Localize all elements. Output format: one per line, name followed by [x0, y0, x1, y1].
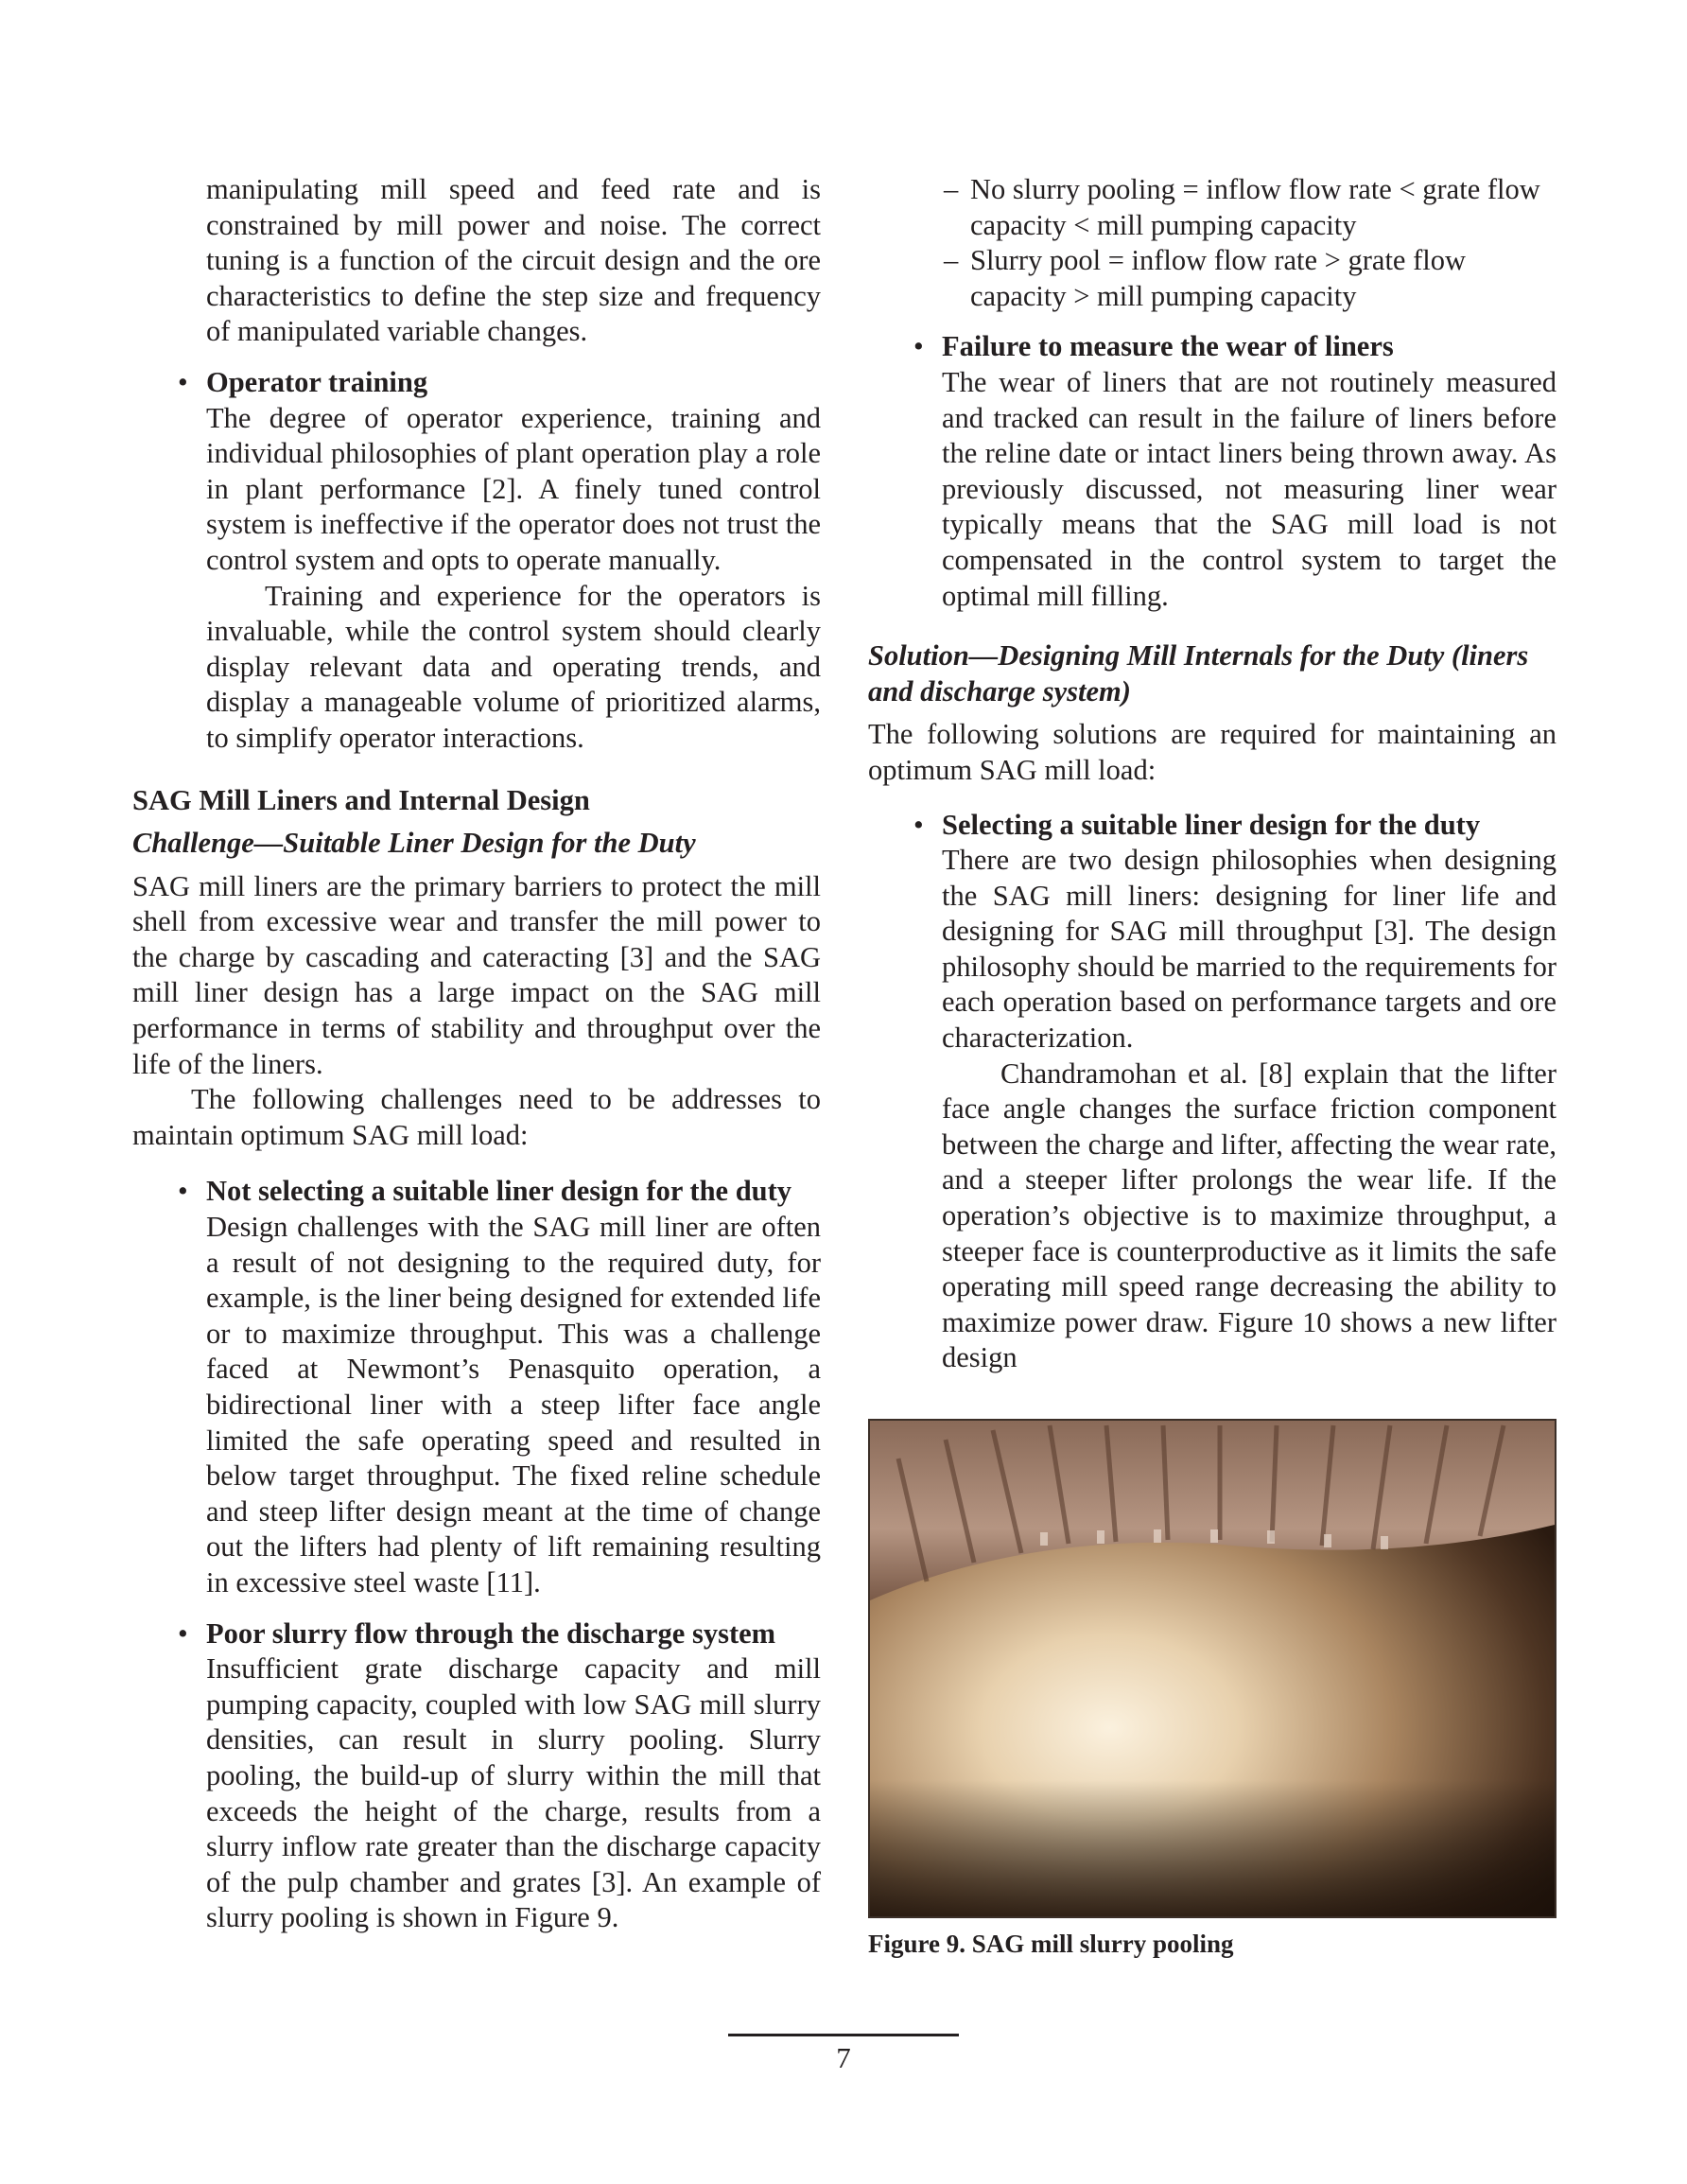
- dash-item-text: Slurry pool = inflow flow rate > grate flow capacity > mill pumping capacity: [970, 244, 1466, 312]
- operator-training-text: The degree of operator experience, training and individual philosophies of plant operation play a role in plant performance [2]. A finely tuned control system is ineffective if the operator does not trust the control system and opts to operate manually.: [206, 401, 821, 576]
- bullet-liner-design: [178, 1174, 821, 1600]
- bullet-title: Operator training: [206, 365, 428, 398]
- bullet-marker: •: [178, 1175, 188, 1208]
- subheading-challenge: Challenge—Suitable Liner Design for the Duty: [132, 827, 696, 860]
- bullet-title: Not selecting a suitable liner design for the duty: [206, 1175, 792, 1208]
- figure-9-photo: [868, 1419, 1557, 1918]
- bullet-select-liner: [913, 808, 1557, 1377]
- page-number: 7: [836, 2041, 851, 2074]
- paragraph-challenges: The following challenges need to be addresses to maintain optimum SAG mill load:: [132, 1083, 821, 1151]
- liner-design-text: Design challenges with the SAG mill liner are often a result of not designing to the required duty, for example, is the liner being designed for extended life or to maximize throughput. This was a challenge faced at Newmont’s Penasquito operation, a bidirectional liner with a steep lifter face angle limited the safe operating speed and resulted in below target throughput. The fixed reline schedule and steep lifter design meant at the time of change out the lifters had plenty of lift remaining resulting in excessive steel waste [11].: [206, 1211, 821, 1599]
- bullet-marker: •: [913, 808, 924, 841]
- bullet-operator-training: [178, 365, 821, 757]
- operator-training-text-2: Training and experience for the operators is invaluable, while the control system should clearly display relevant data and operating trends, and display a manageable volume of prioritized alarms, to simplify operator interactions.: [206, 579, 821, 754]
- liner-wear-text: The wear of liners that are not routinely measured and tracked can result in the failure of liners before the reline date or intact liners being thrown away. As previously discussed, not measuring liner wear typically means that the SAG mill load is not compensated in the control system to target the optimal mill filling.: [942, 365, 1557, 612]
- select-liner-text: There are two design philosophies when designing the SAG mill liners: designing for liner life and designing for SAG mill throughput [3]. The design philosophy should be married to the requirements for each operation based on performance targets and ore characterization.: [942, 844, 1557, 1055]
- bullet-marker: •: [178, 365, 188, 398]
- bullet-title: Selecting a suitable liner design for the duty: [942, 808, 1481, 841]
- intro-paragraph: manipulating mill speed and feed rate and is constrained by mill power and noise. The correct tuning is a function of the circuit design and the ore characteristics to define the step size and frequency of manipulated variable changes.: [206, 173, 821, 348]
- slurry-pooling-photo: [870, 1421, 1555, 1916]
- dash-item-text: No slurry pooling = inflow flow rate < grate flow capacity < mill pumping capacity: [970, 173, 1540, 241]
- bullet-title: Poor slurry flow through the discharge system: [206, 1616, 776, 1650]
- dash-marker: –: [944, 244, 959, 277]
- bullet-slurry-flow: [178, 1616, 821, 1936]
- left-column: [132, 172, 821, 1936]
- footer-rule: [728, 2034, 959, 2036]
- bullet-marker: •: [178, 1616, 188, 1650]
- dash-marker: –: [944, 173, 959, 205]
- right-column: [868, 172, 1557, 1376]
- bullet-title: Failure to measure the wear of liners: [942, 330, 1394, 363]
- slurry-flow-text: Insufficient grate discharge capacity and mill pumping capacity, coupled with low SAG mill slurry densities, can result in slurry pooling. Slurry pooling, the build-up of slurry within the mill that exceeds the height of the charge, results from a slurry inflow rate greater than the discharge capacity of the pulp chamber and grates [3]. An example of slurry pooling is shown in Figure 9.: [206, 1652, 821, 1934]
- paragraph-solutions: The following solutions are required for maintaining an optimum SAG mill load:: [868, 718, 1557, 786]
- bullet-liner-wear: [913, 329, 1557, 614]
- paragraph-liners: SAG mill liners are the primary barriers to protect the mill shell from excessive wear and transfer the mill power to the charge by cascading and cateracting [3] and the SAG mill liner design has a large impact on the SAG mill performance in terms of stability and throughput over the life of the liners.: [132, 869, 821, 1080]
- section-heading: SAG Mill Liners and Internal Design: [132, 783, 590, 816]
- dash-item-slurry-pool: [944, 243, 1557, 314]
- subheading-solution: Solution—Designing Mill Internals for the Duty (liners and discharge system): [868, 639, 1529, 708]
- figure-caption: Figure 9. SAG mill slurry pooling: [868, 1930, 1234, 1958]
- select-liner-text-2: Chandramohan et al. [8] explain that the lifter face angle changes the surface friction component between the charge and lifter, affecting the wear rate, and a steeper lifter prolongs the wear life. If the operation’s objective is to maximize throughput, a steeper face is counterproductive as it limits the safe operating mill speed range decreasing the ability to maximize power draw. Figure 10 shows a new lifter design: [942, 1057, 1557, 1374]
- dash-item-no-pooling: [944, 172, 1557, 243]
- bullet-marker: •: [913, 330, 924, 363]
